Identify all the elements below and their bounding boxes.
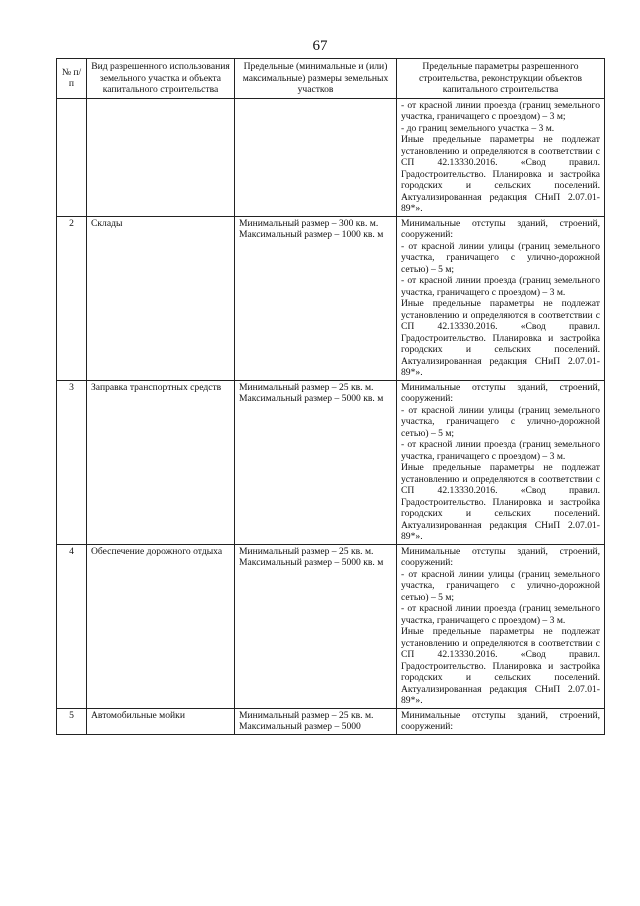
build-params-line: - от красной линии проезда (границ земельного участка, граничащего с проездом) – 3 м; bbox=[401, 99, 600, 122]
row-number: 5 bbox=[57, 708, 87, 734]
land-size-line: Максимальный размер – 5000 кв. м bbox=[239, 557, 384, 568]
table-row bbox=[57, 216, 605, 380]
land-size-cell bbox=[235, 380, 397, 544]
header-num: № п/п bbox=[57, 59, 87, 99]
regulations-table bbox=[56, 58, 605, 735]
build-params-line: - до границ земельного участка – 3 м. bbox=[401, 122, 555, 134]
build-params-cell bbox=[397, 544, 605, 708]
row-number bbox=[57, 98, 87, 216]
build-params-line: - от красной линии улицы (границ земельного участка, граничащего с улично-дорожной сетью) – 5 м; bbox=[401, 240, 600, 275]
build-params-line: Минимальные отступы зданий, строений, сооружений: bbox=[401, 381, 600, 404]
row-number: 4 bbox=[57, 544, 87, 708]
build-params-line: Иные предельные параметры не подлежат установлению и определяются в соответствии с СП 42.13330.2016. «Свод правил. Градостроительство. Планировка и застройка городских и сельских поселений. Актуализированная редакция СНиП 2.07.01-89*». bbox=[401, 134, 600, 214]
table-row bbox=[57, 708, 605, 734]
use-type-cell: Автомобильные мойки bbox=[87, 708, 235, 734]
land-size-cell bbox=[235, 544, 397, 708]
land-size-line: Минимальный размер – 25 кв. м. bbox=[239, 545, 374, 557]
build-params-line: - от красной линии проезда (границ земельного участка, граничащего с проездом) – 3 м. bbox=[401, 603, 600, 626]
build-params-line: Минимальные отступы зданий, строений, сооружений: bbox=[401, 709, 600, 732]
table-row bbox=[57, 98, 605, 216]
row-number: 2 bbox=[57, 216, 87, 380]
table-header-row bbox=[57, 59, 605, 99]
build-params-line: Иные предельные параметры не подлежат установлению и определяются в соответствии с СП 42.13330.2016. «Свод правил. Градостроительство. Планировка и застройка городских и сельских поселений. Актуализированная редакция СНиП 2.07.01-89*». bbox=[401, 298, 600, 378]
land-size-line: Максимальный размер – 5000 кв. м bbox=[239, 393, 384, 404]
build-params-line: - от красной линии проезда (границ земельного участка, граничащего с проездом) – 3 м. bbox=[401, 439, 600, 462]
land-size-cell bbox=[235, 708, 397, 734]
row-number: 3 bbox=[57, 380, 87, 544]
table-row bbox=[57, 544, 605, 708]
header-use: Вид разрешенного использования земельного участка и объекта капитального строительства bbox=[87, 59, 235, 99]
land-size-line: Минимальный размер – 300 кв. м. bbox=[239, 217, 379, 229]
header-size: Предельные (минимальные и (или) максимальные) размеры земельных участков bbox=[235, 59, 397, 99]
land-size-line: Максимальный размер – 1000 кв. м bbox=[239, 229, 384, 240]
build-params-line: Иные предельные параметры не подлежат установлению и определяются в соответствии с СП 42.13330.2016. «Свод правил. Градостроительство. Планировка и застройка городских и сельских поселений. Актуализированная редакция СНиП 2.07.01-89*». bbox=[401, 462, 600, 542]
use-type-cell: Обеспечение дорожного отдыха bbox=[87, 544, 235, 708]
page-number: 67 bbox=[312, 38, 328, 54]
build-params-line: - от красной линии улицы (границ земельного участка, граничащего с улично-дорожной сетью) – 5 м; bbox=[401, 404, 600, 439]
land-size-line: Минимальный размер – 25 кв. м. bbox=[239, 709, 374, 721]
build-params-cell bbox=[397, 98, 605, 216]
use-type-cell bbox=[87, 98, 235, 216]
table-row bbox=[57, 380, 605, 544]
build-params-cell bbox=[397, 380, 605, 544]
land-size-line: Минимальный размер – 25 кв. м. bbox=[239, 381, 374, 393]
build-params-line: Минимальные отступы зданий, строений, сооружений: bbox=[401, 217, 600, 240]
land-size-cell bbox=[235, 216, 397, 380]
build-params-line: - от красной линии улицы (границ земельного участка, граничащего с улично-дорожной сетью) – 5 м; bbox=[401, 568, 600, 603]
header-params: Предельные параметры разрешенного строительства, реконструкции объектов капитального строительства bbox=[397, 59, 605, 99]
use-type-cell: Склады bbox=[87, 216, 235, 380]
build-params-line: Минимальные отступы зданий, строений, сооружений: bbox=[401, 545, 600, 568]
build-params-cell bbox=[397, 216, 605, 380]
use-type-cell: Заправка транспортных средств bbox=[87, 380, 235, 544]
build-params-line: - от красной линии проезда (границ земельного участка, граничащего с проездом) – 3 м. bbox=[401, 275, 600, 298]
build-params-line: Иные предельные параметры не подлежат установлению и определяются в соответствии с СП 42.13330.2016. «Свод правил. Градостроительство. Планировка и застройка городских и сельских поселений. Актуализированная редакция СНиП 2.07.01-89*». bbox=[401, 626, 600, 706]
land-size-line: Максимальный размер – 5000 bbox=[239, 721, 361, 732]
build-params-cell bbox=[397, 708, 605, 734]
land-size-cell bbox=[235, 98, 397, 216]
table-body bbox=[57, 98, 605, 734]
